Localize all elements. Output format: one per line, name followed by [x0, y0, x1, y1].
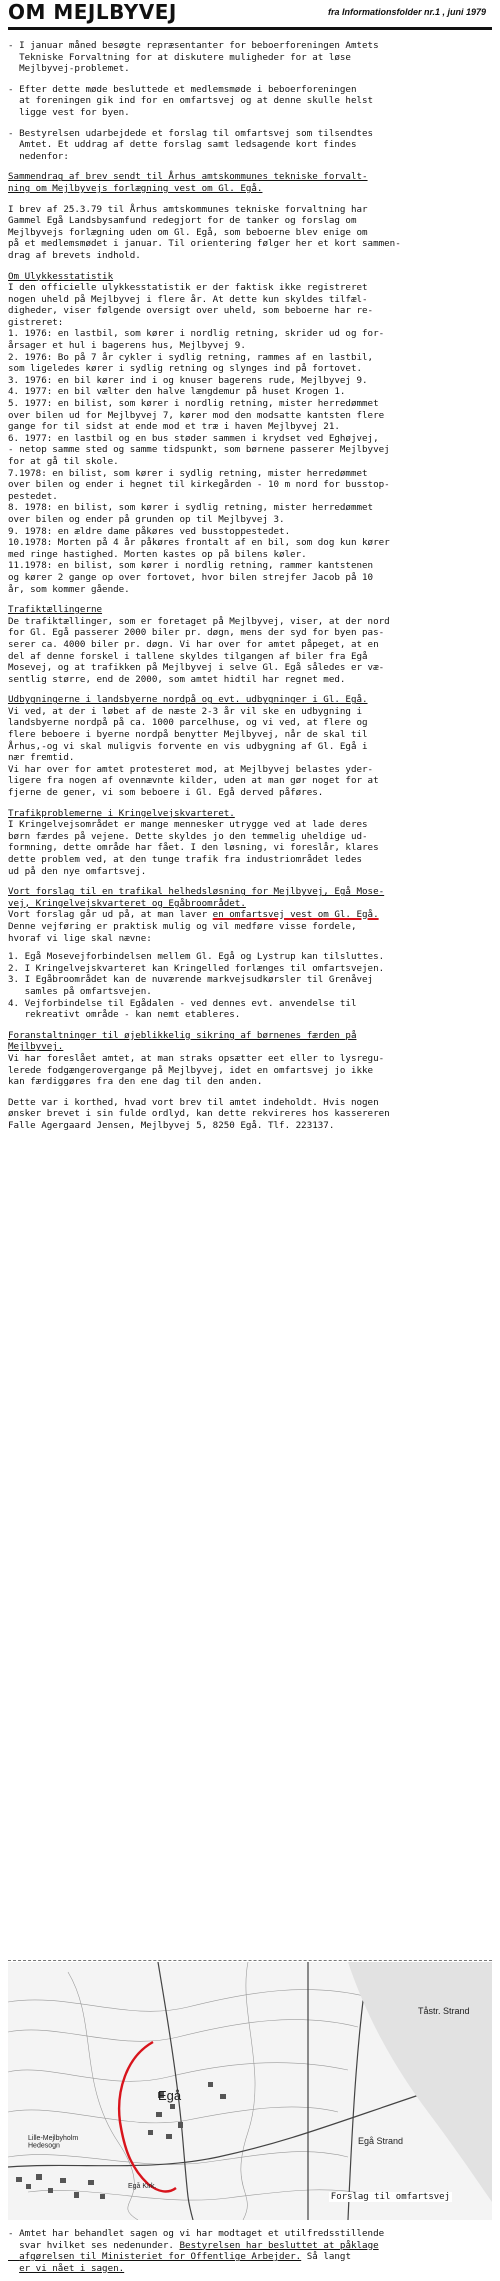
footer-line-4-indent: [8, 2263, 19, 2274]
accident-item: 7.1978: en bilist, som kører i sydlig retning, mister herredømmet over bilen og ender i hegnet til kirkegården - 10 m nord for busstop- pestedet.: [8, 467, 390, 502]
development-heading: Udbygningerne i landsbyerne nordpå og evt. udbygninger i Gl. Egå.: [8, 694, 368, 706]
header: [8, 0, 492, 26]
traffic-heading: Trafiktællingerne: [8, 604, 103, 616]
map-label-kirke: Egå Kirk.: [128, 2183, 157, 2190]
map-separator: [8, 1960, 492, 1961]
page-title: OM MEJLBYVEJ: [8, 0, 177, 24]
proposal-item: 4. Vejforbindelse til Egådalen - ved dennes evt. anvendelse til rekreativt område - kan nemt etableres.: [8, 997, 357, 1021]
accident-item: 5. 1977: en bilist, som kører i nordlig retning, mister herredømmet over bilen ud for Mejlbyvej 7, kører mod den modsatte kantsten flere gange for til sidst at ende mod et træ i haven Mejlbyvej 21.: [8, 398, 385, 433]
accident-item: 2. 1976: Bo på 7 år cykler i sydlig retning, rammes af en lastbil, som ligeledes kører i sydlig retning og slynges ind på fortovet.: [8, 351, 374, 375]
accidents-intro: I den officielle ulykkesstatistik er der faktisk ikke registreret nogen uheld på Mejlbyvej i flere år. At dette kun skyldes tilfæl- digheder, viser følgende oversigt over uheld, som beboerne har re- gistreret:: [8, 282, 374, 328]
proposal-list: [8, 951, 492, 1021]
map-label-hedesogn: Lille-Mejlbyholm Hedesogn: [28, 2135, 79, 2150]
accident-list: [8, 328, 492, 595]
accident-item: 6. 1977: en lastbil og en bus støder sammen i krydset ved Eghøjvej, - netop samme sted og samme tidspunkt, som børnene passerer Mejlbyvej for at gå til skole.: [8, 432, 390, 467]
traffic-text: De trafiktællinger, som er foretaget på Mejlbyvej, viser, at der nord for Gl. Egå passerer 2000 biler pr. døgn, mens der syd for byen pas- serer ca. 4000 biler pr. døgn. Vi har over for amtet påpeget, at en del af denne forskel i tallene skyldes tilgangen af biler fra Egå Mosevej, og at trafikken på Mejlbyvej i selve Gl. Egå således er væ- sentlig større, end de 2000, som amtet hidtil har regnet med.: [8, 615, 390, 685]
kringelvej-text: I Kringelvejsområdet er mange mennesker utrygge ved at lade deres børn færdes på vejene. Dette skyldes jo den temmelig uheldige ud- formning, dette område har fået. I den løsning, vi foreslår, klares dette problem ved, at den tunge trafik fra industriområdet ledes ud på den nye omfartsvej.: [8, 819, 379, 877]
summary-text: I brev af 25.3.79 til Århus amtskommunes tekniske forvaltning har Gammel Egå Landsbysamfund redegjort for de tanker og forslag om Mejlbyvejs forlægning uden om Gl. Egå, som beboerne blev enige om på et medlemsmødet i januar. Til orientering følger her et kort sammen- drag af brevets indhold.: [8, 203, 401, 261]
footer-line-3-underlined: afgørelsen til Ministeriet for Offentlige Arbejder.: [8, 2251, 302, 2263]
accident-item: 9. 1978: en ældre dame påkøres ved busstoppestedet.: [8, 525, 291, 537]
footer-line-1: - Amtet har behandlet sagen og vi har modtaget et utilfredsstillende: [8, 2228, 385, 2239]
proposal-item: 2. I Kringelvejskvarteret kan Kringelled forlænges til omfartsvejen.: [8, 962, 385, 974]
intro-paragraph-3: - Bestyrelsen udarbejdede et forslag til omfartsvej som tilsendtes Amtet. Et uddrag af dette forslag samt ledsagende kort findes nedenfor:: [8, 127, 374, 162]
development-text: Vi ved, at der i løbet af de næste 2-3 år vil ske en udbygning i landsbyerne nordpå på ca. 1000 parcelhuse, og vi ved, at flere og flere beboere i byerne nordpå benytter Mejlbyvej, når de skal til Århus,-og vi skal muligvis forvente en vis udbygning af Gl. Egå i nær fremtid. Vi har over for amtet protesteret mod, at Mejlbyvej belastes yder- ligere fra nogen af ovennævnte kilder, uden at man gør noget for at fjerne de gener, vi som beboere i Gl. Egå derved påføres.: [8, 705, 379, 799]
accident-item: 3. 1976: en bil kører ind i og knuser bagerens rude, Mejlbyvej 9.: [8, 374, 368, 386]
proposal-heading: Vort forslag til en trafikal helhedsløsning for Mejlbyvej, Egå Mose- vej, Kringelvejskvarteret og Egåbroområdet.: [8, 886, 385, 909]
accident-item: 11.1978: en bilist, som kører i nordlig retning, rammer kantstenen og kører 2 gange op over fortovet, hvor bilen strejfer Jacob på 10 år, som kommer gående.: [8, 560, 374, 595]
footer-line-2: svar hvilket ses nedenunder.: [8, 2239, 180, 2251]
accident-item: 1. 1976: en lastbil, som kører i nordlig retning, skrider ud og for- årsager et hul i bagerens hus, Mejlbyvej 9.: [8, 328, 385, 352]
proposal-text: Denne vejføring er praktisk mulig og vil medføre visse fordele, hvoraf vi lige skal nævne:: [8, 920, 357, 944]
accident-item: 10.1978: Morten på 4 år påkøres frontalt af en bil, som dog kun kører med ringe hastighed. Morten kastes op på bilens køler.: [8, 537, 390, 560]
proposal-item: 1. Egå Mosevejforbindelsen mellem Gl. Egå og Lystrup kan tilsluttes.: [8, 951, 385, 963]
closing-text: Dette var i korthed, hvad vort brev til amtet indeholdt. Hvis nogen ønsker brevet i sin fulde ordlyd, kan dette rekvireres hos kassereren Falle Agergaard Jensen, Mejlbyvej 5, 8250 Egå. Tlf. 223137.: [8, 1096, 390, 1131]
accidents-heading: Om Ulykkesstatistik: [8, 270, 114, 282]
intro-paragraph-1: - I januar måned besøgte repræsentanter for beboerforeningen Amtets Tekniske Forvaltning for at diskutere muligheder for at løse Mejlbyvej-problemet.: [8, 40, 379, 75]
footer-line-2-underlined: Bestyrelsen har besluttet at påklage: [179, 2239, 379, 2251]
proposal-highlight: en omfartsvej vest om Gl. Egå.: [212, 909, 379, 921]
title-rule: [8, 27, 492, 30]
area-map: [8, 1962, 492, 2220]
summary-heading: Sammendrag af brev sendt til Århus amtskommunes tekniske forvalt- ning om Mejlbyvejs forlægning vest om Gl. Egå.: [8, 171, 368, 194]
safety-text: Vi har foreslået amtet, at man straks opsætter eet eller to lysregu- lerede fodgængerovergange på Mejlbyvej, idet en omfartsvej jo ikke kan færdiggøres fra den ene dag til den anden.: [8, 1052, 385, 1088]
proposal-lead-text: Vort forslag går ud på, at man laver: [8, 909, 213, 921]
map-label-strand-ne: Tåstr. Strand: [418, 2006, 470, 2016]
accident-item: 8. 1978: en bilist, som kører i sydlig retning, mister herredømmet over bilen og ender på grunden op til Mejlbyvej 3.: [8, 502, 374, 525]
proposal-item: 3. I Egåbroområdet kan de nuværende markvejsudkørsler til Grenåvej samles på omfartsvejen.: [8, 974, 374, 997]
map-caption: Forslag til omfartsvej: [330, 2192, 450, 2202]
footer-line-3-end: Så langt: [301, 2251, 351, 2263]
source-note: fra Informationsfolder nr.1 , juni 1979: [327, 7, 486, 17]
safety-heading: Foranstaltninger til øjeblikkelig sikring af børnenes færden på Mejlbyvej.: [8, 1029, 357, 1053]
article-body: [8, 40, 492, 1140]
footer-line-4-underlined: er vi nået i sagen.: [19, 2262, 125, 2274]
accident-item: 4. 1977: en bil vælter den halve længdemur på huset Krogen 1.: [8, 386, 346, 398]
map-label-strand: Egå Strand: [358, 2136, 404, 2146]
intro-paragraph-2: - Efter dette møde besluttede et medlemsmøde i beboerforeningen at foreningen gik ind for en omfartsvej og at denne skulle helst ligge vest for byen.: [8, 83, 374, 118]
map-label-town: Egå: [158, 2088, 182, 2103]
proposal-lead: [8, 909, 492, 921]
kringelvej-heading: Trafikproblemerne i Kringelvejskvarteret.: [8, 807, 235, 819]
footer-note: [8, 2228, 492, 2274]
